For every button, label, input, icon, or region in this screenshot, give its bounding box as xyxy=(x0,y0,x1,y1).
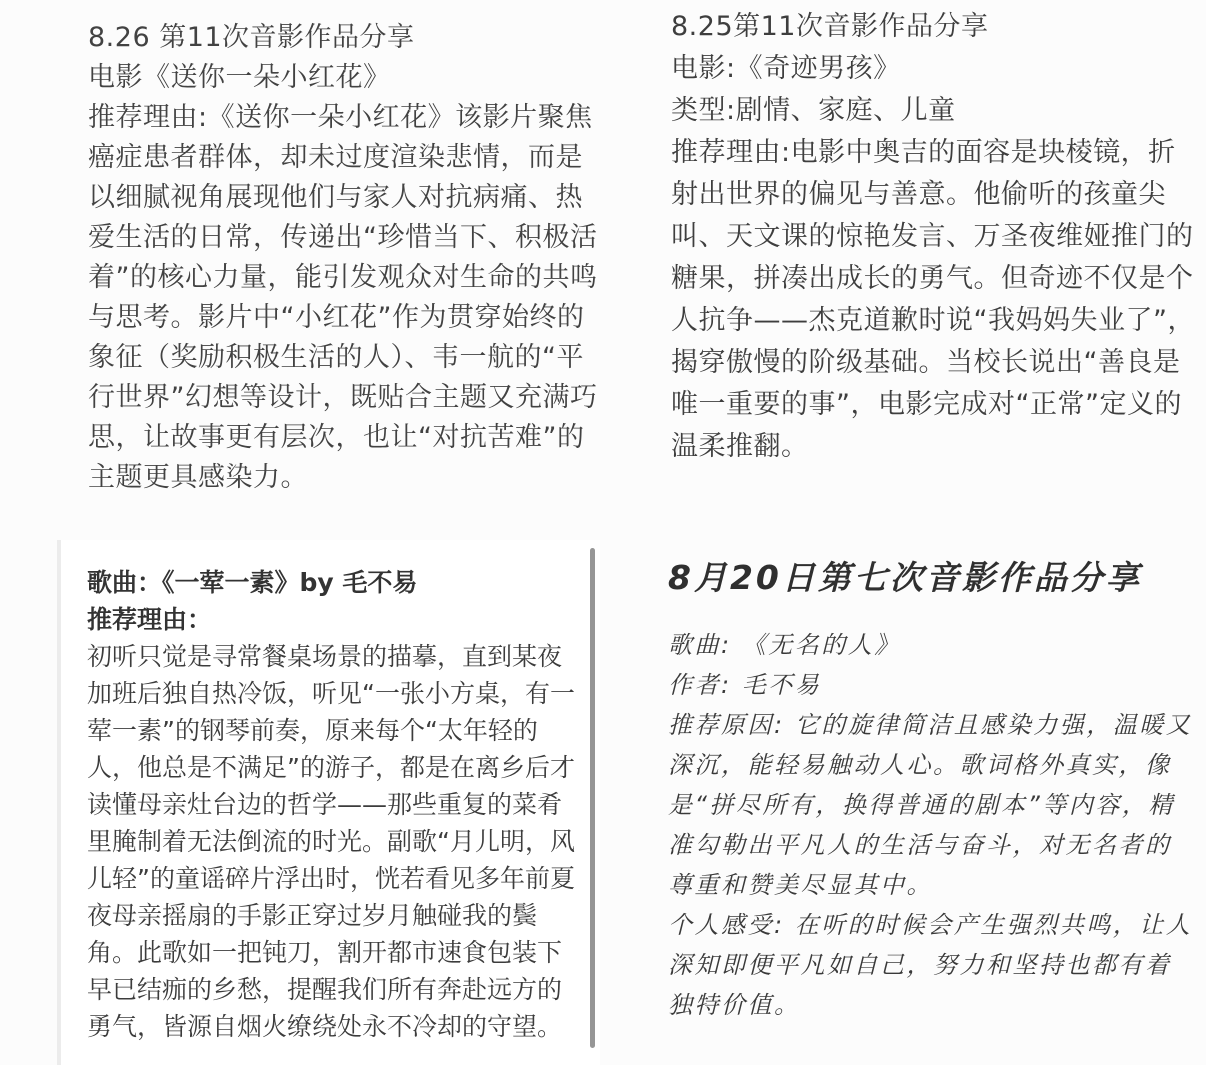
author-line: 作者: 毛不易 xyxy=(668,671,822,699)
movie-title: 电影:《奇迹男孩》 xyxy=(671,53,901,84)
scrollbar[interactable] xyxy=(590,548,595,1048)
post-title: 8.26 第11次音影作品分享 xyxy=(88,22,415,53)
reason-label: 推荐理由： xyxy=(87,605,213,634)
song-line: 歌曲: 《无名的人》 xyxy=(668,631,901,659)
handwritten-share-0820 xyxy=(668,552,1196,1025)
post-heading: 8月20日第七次音影作品分享 xyxy=(668,558,1142,597)
post-title: 8.25第11次音影作品分享 xyxy=(671,11,989,42)
genre-line: 类型:剧情、家庭、儿童 xyxy=(671,95,956,126)
share-post-0825 xyxy=(671,6,1195,468)
recommendation-text: 推荐理由:《送你一朵小红花》该影片聚焦癌症患者群体，却未过度渲染悲情，而是以细腻视角展现他们与家人对抗病痛、热爱生活的日常，传递出“珍惜当下、积极活着”的核心力量，能引发观众对生命的共鸣与思考。影片中“小红花”作为贯穿始终的象征（奖励积极生活的人）、韦一航的“平行世界”幻想等设计，既贴合主题又充满巧思，让故事更有层次，也让“对抗苦难”的主题更具感染力。 xyxy=(88,102,598,493)
share-post-0826 xyxy=(88,18,604,498)
reason-text: 初听只觉是寻常餐桌场景的描摹，直到某夜加班后独自热冷饭，听见“一张小方桌，有一荤一素”的钢琴前奏，原来每个“太年轻的人，他总是不满足”的游子，都是在离乡后才读懂母亲灶台边的哲学——那些重复的菜肴里腌制着无法倒流的时光。副歌“月儿明，风儿轻”的童谣碎片浮出时，恍若看见多年前夏夜母亲摇扇的手影正穿过岁月触碰我的鬓角。此歌如一把钝刀，割开都市速食包装下早已结痂的乡愁，提醒我们所有奔赴远方的勇气，皆源自烟火缭绕处永不冷却的守望。 xyxy=(87,642,575,1041)
song-share-card xyxy=(57,540,600,1065)
reason-paragraph: 推荐原因: 它的旋律简洁且感染力强，温暖又深沉，能轻易触动人心。歌词格外真实，像是“拼尽所有，换得普通的剧本”等内容，精准勾勒出平凡人的生活与奋斗，对无名者的尊重和赞美尽显其中。 xyxy=(668,711,1193,899)
feeling-paragraph: 个人感受: 在听的时候会产生强烈共鸣，让人深知即便平凡如自己，努力和坚持也都有着独特价值。 xyxy=(668,911,1193,1019)
song-title: 歌曲：《一荤一素》by 毛不易 xyxy=(87,568,418,597)
recommendation-text: 推荐理由:电影中奥吉的面容是块棱镜，折射出世界的偏见与善意。他偷听的孩童尖叫、天文课的惊艳发言、万圣夜维娅推门的糖果，拼凑出成长的勇气。但奇迹不仅是个人抗争——杰克道歉时说“我妈妈失业了”，揭穿傲慢的阶级基础。当校长说出“善良是唯一重要的事”，电影完成对“正常”定义的温柔推翻。 xyxy=(671,137,1195,462)
movie-title: 电影《送你一朵小红花》 xyxy=(88,62,391,93)
